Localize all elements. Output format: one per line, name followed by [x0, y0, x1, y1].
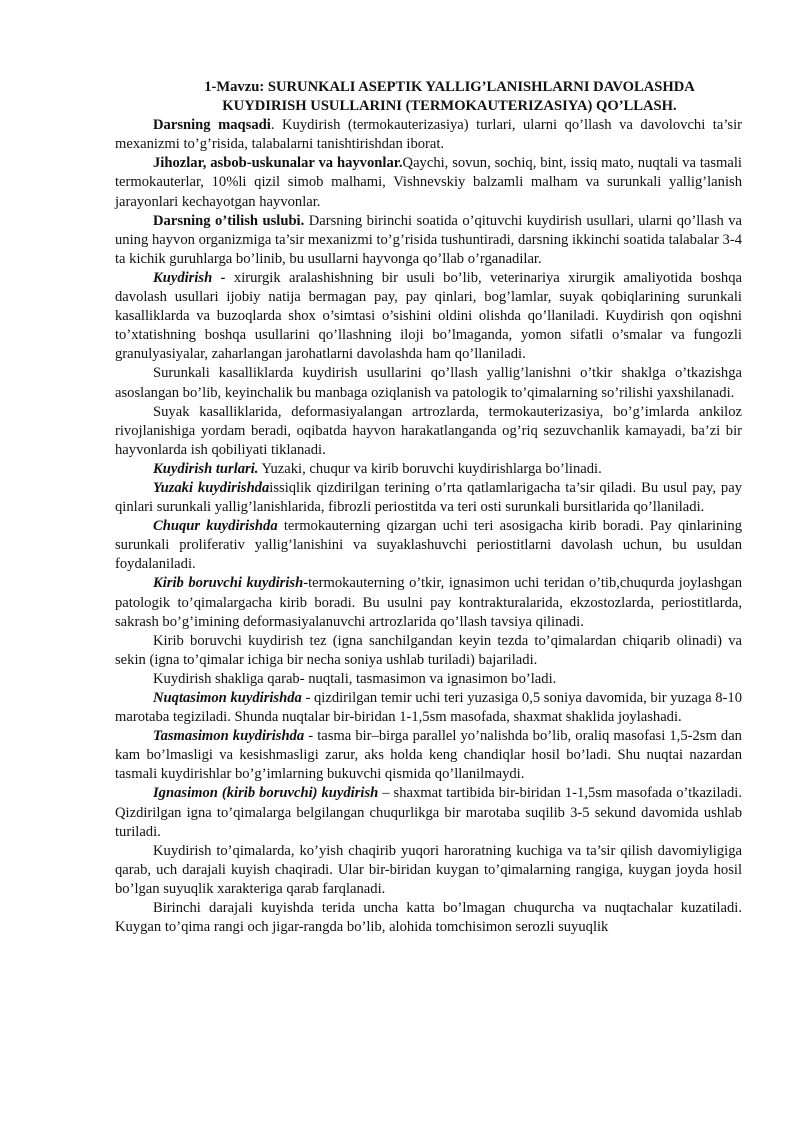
paragraph-kuydirish [115, 269, 742, 364]
text-penetrating: -termokauterning o’tkir, ignasimon uchi teridan o’tib,chuqurda joylashgan patologik to’qimalargacha kirib boradi. Bu usulni pay kontrakturalarida, ekzostozlarda, periostitlarda, sakrash bo’g’imining deformasiyalanuvchi artrozlarida qo’llash tavsiya qilinadi. [115, 575, 742, 630]
term-superficial: Yuzaki kuydirishda [153, 479, 270, 496]
lead-goal: Darsning maqsadi [153, 117, 271, 134]
term-deep: Chuqur kuydirishda [153, 518, 278, 535]
text-kuydirish: xirurgik aralashishning bir usuli bo’lib, veterinariya xirurgik amaliyotida boshqa davolash usullari ijobiy natija bermagan pay, pay qinlari, bog’lamlar, suyak qobiqlarining surunkali kasalliklarda va buzoqlarda shox o’simtasi o’sishini oldini olishda qo’llaniladi. Kuydirish qon oqishni to’xtatishning boshqa usullarini qo’llashning iloji bo’lmaganda, yomon sifatli o’smalar va fungozli granulyasiyalar, zaharlangan jarohatlarni davolashda ham qo’llaniladi. [115, 269, 742, 363]
title-line-1: 1-Mavzu: SURUNKALI ASEPTIK YALLIG’LANISHLARNI DAVOLASHDA [204, 79, 695, 95]
paragraph-first-degree [115, 899, 742, 937]
paragraph-degrees [115, 842, 742, 899]
text-degrees: Kuydirish to’qimalarda, ko’yish chaqirib yuqori haroratning kuchiga va ta’sir qilish davomiyligiga qarab, uch darajali kuyish chaqiradi. Ular bir-biridan kuygan to’qimalarning rangiga, kuygan joyda hosil bo’lgan suyuqlik xarakteriga qarab farqlanadi. [115, 842, 742, 897]
document-title [115, 78, 742, 116]
text-shape: Kuydirish shakliga qarab- nuqtali, tasmasimon va ignasimon bo’ladi. [153, 670, 557, 687]
text-point: - qizdirilgan temir uchi teri yuzasiga 0,5 soniya davomida, bir yuzaga 8-10 marotaba tegiziladi. Shunda nuqtalar bir-biridan 1-1,5sm masofada, shaxmat shaklida joylashadi. [115, 690, 742, 726]
term-needle: Ignasimon (kirib boruvchi) kuydirish [153, 785, 379, 802]
paragraph-strip [115, 727, 742, 784]
term-point: Nuqtasimon kuydirishda [153, 690, 302, 706]
paragraph-method [115, 212, 742, 269]
paragraph-deep [115, 517, 742, 574]
text-method: Darsning birinchi soatida o’qituvchi kuydirish usullari, ularni qo’llash va uning hayvon organizmiga ta’sir mexanizmi to’g’risida tushuntiradi, darsning ikkinchi soatida talabalar 3-4 ta kichik guruhlarga bo’linib, bu usullarni hayvonga qo’llab o’rganadilar. [115, 212, 743, 267]
paragraph-needle [115, 784, 742, 841]
term-penetrating: Kirib boruvchi kuydirish [153, 575, 304, 592]
text-needle: – shaxmat tartibida bir-biridan 1-1,5sm masofada o’tkaziladi. Qizdirilgan igna to’qimalarga belgilangan chuqurlikga bir marotaba suqilib 3-5 sekund davomida ushlab turiladi. [115, 785, 742, 840]
document-page [115, 78, 742, 937]
text-chronic: Surunkali kasalliklarda kuydirish usullarini qo’llash yallig’lanishni o’tkir shaklga o’tkazishga asoslangan bo’lib, keyinchalik bu manbaga oziqlanish va patologik to’qimalarning so’rilishi yaxshilanadi. [115, 365, 742, 401]
lead-method: Darsning o’tilish uslubi. [153, 212, 305, 229]
text-speed: Kirib boruvchi kuydirish tez (igna sanchilgandan keyin tezda to’qimalardan chiqarib olinadi) va sekin (igna to’qimalar ichiga bir necha soniya ushlab turiladi) bajariladi. [115, 632, 742, 668]
paragraph-goal [115, 116, 742, 154]
text-first-degree: Birinchi darajali kuyishda terida uncha katta bo’lmagan chuqurcha va nuqtachalar kuzatiladi. Kuygan to’qima rangi och jigar-rangda bo’lib, alohida tomchisimon serozli suyuqlik [115, 900, 742, 936]
text-deep: termokauterning qizargan uchi teri asosigacha kirib boradi. Pay qinlarining surunkali proliferativ yallig’lanishini va suyaklashuvchi periostitlarni davolash uchun, bu usuldan foydalaniladi. [115, 518, 743, 573]
paragraph-types [115, 460, 742, 479]
text-bone: Suyak kasalliklarida, deformasiyalangan artrozlarda, termokauterizasiya, bo’g’imlarda ankiloz rivojlanishiga yordam beradi, oqibatda hayvon harakatlanganda og’riq sezuvchanlik kamayadi, ba’zi bir hayvonlarda ish qobiliyati tiklanadi. [115, 403, 742, 458]
text-types: Yuzaki, chuqur va kirib boruvchi kuydirishlarga bo’linadi. [258, 460, 602, 477]
paragraph-bone [115, 403, 742, 460]
paragraph-superficial [115, 479, 742, 517]
term-types: Kuydirish turlari. [153, 460, 259, 477]
paragraph-chronic [115, 364, 742, 402]
title-line-2: KUYDIRISH USULLARINI (TERMOKAUTERIZASIYA) QO’LLASH. [222, 98, 677, 115]
paragraph-penetrating [115, 574, 742, 631]
paragraph-point [115, 689, 742, 727]
term-strip: Tasmasimon kuydirishda [153, 728, 305, 745]
text-strip: - tasma bir–birga parallel yo’nalishda bo’lib, oraliq masofasi 1,5-2sm dan kam bo’lmasligi va kesishmasligi zarur, aks holda keng chandiqlar hosil bo’ladi. Shu nuqtai nazardan tasmali kuydirishlar bo’g’imlarning bukuvchi qismida qo’llanilmaydi. [115, 728, 742, 783]
lead-equipment: Jihozlar, asbob-uskunalar va hayvonlar. [153, 155, 403, 172]
text-equipment: Qaychi, sovun, sochiq, bint, issiq mato, nuqtali va tasmali termokauterlar, 10%li qizil simob malhami, Vishnevskiy balzamli malham va surunkali yallig’lanish jarayonlari kechayotgan hayvonlar. [115, 155, 742, 210]
paragraph-speed [115, 632, 742, 670]
paragraph-shape [115, 670, 742, 689]
paragraph-equipment [115, 154, 742, 211]
text-superficial: issiqlik qizdirilgan terining o’rta qatlamlarigacha ta’sir qiladi. Bu usul pay, pay qinlari surunkali yallig’lanishlarida, fibrozli periostitda va teri osti surunkali bursitlarida qo’llaniladi. [115, 479, 742, 516]
term-kuydirish: Kuydirish - [153, 269, 226, 286]
text-goal: . Kuydirish (termokauterizasiya) turlari, ularni qo’llash va davolovchi ta’sir mexanizmi to’g’risida, talabalarni tanishtirishdan iborat. [115, 117, 742, 153]
